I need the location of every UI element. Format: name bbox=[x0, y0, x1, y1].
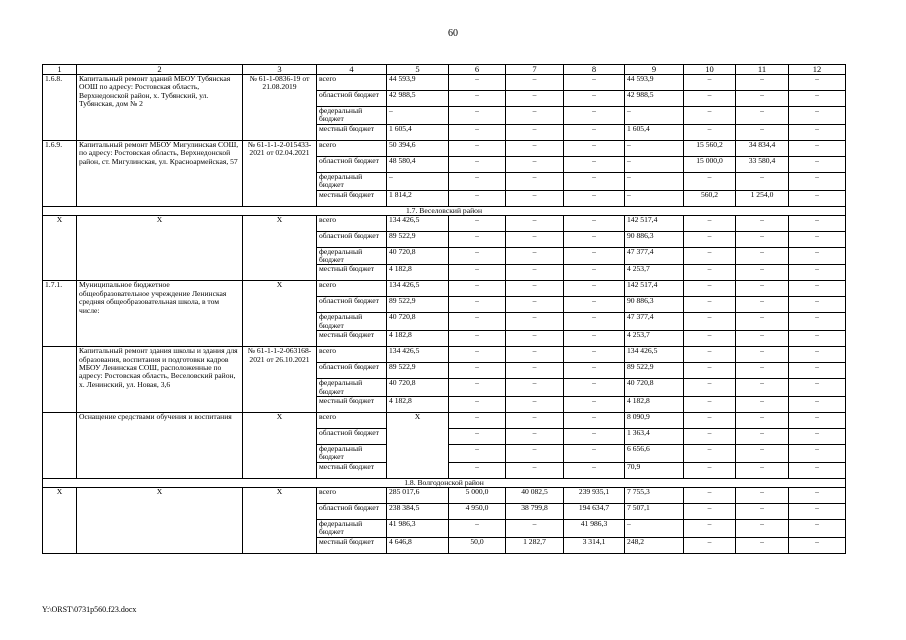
value-cell: – bbox=[449, 429, 506, 445]
table-row bbox=[43, 75, 846, 91]
value-cell: – bbox=[684, 215, 736, 231]
funding-source: областной бюджет bbox=[317, 429, 387, 445]
value-cell: – bbox=[506, 413, 564, 429]
value-cell: 3 314,1 bbox=[564, 537, 625, 553]
value-cell: 44 593,9 bbox=[387, 75, 449, 91]
value-cell: – bbox=[625, 107, 684, 125]
value-cell: 90 886,3 bbox=[625, 231, 684, 247]
value-cell: – bbox=[564, 156, 625, 172]
value-cell: – bbox=[449, 190, 506, 206]
funding-source: областной бюджет bbox=[317, 297, 387, 313]
value-cell: – bbox=[449, 413, 506, 429]
value-cell: 5 000,0 bbox=[449, 487, 506, 503]
column-header: 8 bbox=[564, 65, 625, 75]
value-cell: 1 605,4 bbox=[387, 124, 449, 140]
value-cell: – bbox=[564, 124, 625, 140]
value-cell: – bbox=[789, 429, 846, 445]
header-row bbox=[43, 65, 846, 75]
value-cell: 89 522,9 bbox=[387, 297, 449, 313]
funding-source: федеральный бюджет bbox=[317, 445, 387, 463]
value-cell: – bbox=[736, 487, 789, 503]
value-cell: – bbox=[789, 347, 846, 363]
value-cell: 4 182,8 bbox=[625, 397, 684, 413]
value-cell: – bbox=[789, 313, 846, 331]
value-cell: – bbox=[789, 124, 846, 140]
value-cell: – bbox=[564, 462, 625, 478]
value-cell: 4 182,8 bbox=[387, 397, 449, 413]
column-header: 6 bbox=[449, 65, 506, 75]
value-cell: – bbox=[684, 379, 736, 397]
funding-source: всего bbox=[317, 487, 387, 503]
value-cell: 50 394,6 bbox=[387, 140, 449, 156]
value-cell: – bbox=[449, 265, 506, 281]
funding-source: федеральный бюджет bbox=[317, 107, 387, 125]
value-cell: – bbox=[506, 91, 564, 107]
item-number: Х bbox=[43, 487, 77, 553]
value-cell: – bbox=[564, 363, 625, 379]
value-cell: 7 507,1 bbox=[625, 503, 684, 519]
value-cell: – bbox=[625, 519, 684, 537]
value-cell: – bbox=[789, 190, 846, 206]
table-row bbox=[43, 215, 846, 231]
value-cell: – bbox=[564, 265, 625, 281]
value-cell: – bbox=[684, 331, 736, 347]
value-cell: – bbox=[564, 91, 625, 107]
value-cell: 70,9 bbox=[625, 462, 684, 478]
value-cell: – bbox=[564, 347, 625, 363]
value-cell: – bbox=[625, 140, 684, 156]
value-cell: 4 253,7 bbox=[625, 331, 684, 347]
value-cell: – bbox=[736, 331, 789, 347]
value-cell: – bbox=[736, 347, 789, 363]
value-cell: – bbox=[684, 363, 736, 379]
item-name: Оснащение средствами обучения и воспитания bbox=[77, 413, 243, 479]
item-name: Капитальный ремонт зданий МБОУ Тубянская ООШ по адресу: Ростовская область, Верхнедонской район, х. Тубянский, ул. Тубянская, дом № 2 bbox=[77, 75, 243, 141]
value-cell: – bbox=[449, 445, 506, 463]
value-cell: 90 886,3 bbox=[625, 297, 684, 313]
value-cell: – bbox=[684, 397, 736, 413]
value-cell: – bbox=[736, 265, 789, 281]
value-cell: – bbox=[789, 445, 846, 463]
value-cell: 42 988,5 bbox=[387, 91, 449, 107]
value-cell: – bbox=[789, 503, 846, 519]
expertise-ref: Х bbox=[243, 281, 317, 347]
value-cell: – bbox=[625, 172, 684, 190]
value-cell: – bbox=[449, 156, 506, 172]
value-cell: 40 082,5 bbox=[506, 487, 564, 503]
value-cell: 194 634,7 bbox=[564, 503, 625, 519]
value-cell: – bbox=[736, 75, 789, 91]
value-cell: 4 646,8 bbox=[387, 537, 449, 553]
value-cell: 47 377,4 bbox=[625, 313, 684, 331]
value-cell: – bbox=[564, 140, 625, 156]
item-number: Х bbox=[43, 215, 77, 281]
value-cell: – bbox=[506, 156, 564, 172]
funding-source: областной бюджет bbox=[317, 156, 387, 172]
value-cell: 15 560,2 bbox=[684, 140, 736, 156]
value-cell: – bbox=[789, 379, 846, 397]
value-cell: 89 522,9 bbox=[387, 363, 449, 379]
value-cell: 50,0 bbox=[449, 537, 506, 553]
value-cell: – bbox=[684, 281, 736, 297]
value-cell: – bbox=[684, 91, 736, 107]
value-cell: – bbox=[789, 172, 846, 190]
value-cell: 47 377,4 bbox=[625, 247, 684, 265]
value-cell: – bbox=[789, 537, 846, 553]
value-cell: – bbox=[506, 247, 564, 265]
value-cell: – bbox=[449, 140, 506, 156]
funding-source: местный бюджет bbox=[317, 537, 387, 553]
value-cell: – bbox=[789, 107, 846, 125]
value-cell: – bbox=[449, 331, 506, 347]
value-cell: – bbox=[564, 231, 625, 247]
value-cell: – bbox=[789, 247, 846, 265]
value-cell: – bbox=[449, 363, 506, 379]
funding-source: всего bbox=[317, 347, 387, 363]
value-cell: 4 182,8 bbox=[387, 265, 449, 281]
value-cell: – bbox=[449, 107, 506, 125]
column-header: 10 bbox=[684, 65, 736, 75]
value-cell: 41 986,3 bbox=[564, 519, 625, 537]
funding-source: местный бюджет bbox=[317, 124, 387, 140]
value-cell: – bbox=[684, 503, 736, 519]
value-cell: – bbox=[506, 397, 564, 413]
value-cell: – bbox=[789, 413, 846, 429]
value-cell: – bbox=[736, 519, 789, 537]
column-header: 7 bbox=[506, 65, 564, 75]
column-header: 12 bbox=[789, 65, 846, 75]
value-cell: 40 720,8 bbox=[387, 247, 449, 265]
value-cell: – bbox=[736, 397, 789, 413]
item-name: Муниципальное бюджетное общеобразовательное учреждение Ленинская средняя общеобразовательная школа, в том числе: bbox=[77, 281, 243, 347]
value-cell: – bbox=[789, 140, 846, 156]
value-cell: 89 522,9 bbox=[387, 231, 449, 247]
column-header: 1 bbox=[43, 65, 77, 75]
funding-source: всего bbox=[317, 140, 387, 156]
value-cell: – bbox=[789, 215, 846, 231]
value-cell: – bbox=[684, 487, 736, 503]
table-row bbox=[43, 413, 846, 429]
value-cell: – bbox=[736, 107, 789, 125]
item-number bbox=[43, 347, 77, 413]
value-cell: 142 517,4 bbox=[625, 215, 684, 231]
funding-source: всего bbox=[317, 215, 387, 231]
value-cell: 89 522,9 bbox=[625, 363, 684, 379]
value-cell: – bbox=[506, 107, 564, 125]
value-cell: 134 426,5 bbox=[625, 347, 684, 363]
value-cell: 48 580,4 bbox=[387, 156, 449, 172]
value-cell: – bbox=[789, 231, 846, 247]
funding-source: всего bbox=[317, 75, 387, 91]
value-cell: 285 017,6 bbox=[387, 487, 449, 503]
value-cell: – bbox=[789, 156, 846, 172]
value-cell: – bbox=[736, 247, 789, 265]
funding-source: областной бюджет bbox=[317, 91, 387, 107]
value-cell: – bbox=[789, 363, 846, 379]
item-number: 1.6.9. bbox=[43, 140, 77, 206]
value-cell: – bbox=[684, 537, 736, 553]
value-cell: 248,2 bbox=[625, 537, 684, 553]
item-number: 1.7.1. bbox=[43, 281, 77, 347]
value-cell: – bbox=[449, 462, 506, 478]
value-cell: – bbox=[564, 429, 625, 445]
value-cell: – bbox=[449, 91, 506, 107]
value-cell: – bbox=[684, 172, 736, 190]
value-cell: – bbox=[684, 347, 736, 363]
value-cell: – bbox=[684, 75, 736, 91]
value-cell: – bbox=[564, 215, 625, 231]
value-cell: 44 593,9 bbox=[625, 75, 684, 91]
value-cell: – bbox=[684, 445, 736, 463]
value-cell: – bbox=[684, 462, 736, 478]
funding-source: федеральный бюджет bbox=[317, 247, 387, 265]
value-cell: – bbox=[736, 91, 789, 107]
value-cell: – bbox=[506, 215, 564, 231]
value-cell: – bbox=[789, 297, 846, 313]
value-cell: – bbox=[449, 124, 506, 140]
value-cell: – bbox=[506, 347, 564, 363]
value-cell: – bbox=[506, 519, 564, 537]
column-header: 9 bbox=[625, 65, 684, 75]
value-cell: Х bbox=[387, 413, 449, 479]
item-name: Х bbox=[77, 215, 243, 281]
value-cell: – bbox=[625, 190, 684, 206]
table-row bbox=[43, 140, 846, 156]
value-cell: – bbox=[736, 215, 789, 231]
value-cell: – bbox=[564, 75, 625, 91]
value-cell: – bbox=[684, 519, 736, 537]
value-cell: – bbox=[736, 281, 789, 297]
expertise-ref: Х bbox=[243, 413, 317, 479]
column-header: 4 bbox=[317, 65, 387, 75]
value-cell: – bbox=[506, 140, 564, 156]
value-cell: 1 605,4 bbox=[625, 124, 684, 140]
value-cell: 40 720,8 bbox=[387, 379, 449, 397]
item-number: 1.6.8. bbox=[43, 75, 77, 141]
value-cell: 40 720,8 bbox=[625, 379, 684, 397]
value-cell: – bbox=[449, 231, 506, 247]
value-cell: – bbox=[506, 331, 564, 347]
funding-source: областной бюджет bbox=[317, 503, 387, 519]
value-cell: 38 799,8 bbox=[506, 503, 564, 519]
value-cell: – bbox=[684, 124, 736, 140]
value-cell: – bbox=[564, 331, 625, 347]
value-cell: 41 986,3 bbox=[387, 519, 449, 537]
table-row bbox=[43, 281, 846, 297]
value-cell: – bbox=[506, 172, 564, 190]
value-cell: – bbox=[506, 379, 564, 397]
value-cell: – bbox=[449, 281, 506, 297]
value-cell: – bbox=[449, 172, 506, 190]
value-cell: 134 426,5 bbox=[387, 347, 449, 363]
value-cell: – bbox=[789, 462, 846, 478]
value-cell: – bbox=[506, 445, 564, 463]
value-cell: 238 384,5 bbox=[387, 503, 449, 519]
value-cell: – bbox=[506, 265, 564, 281]
value-cell: – bbox=[564, 397, 625, 413]
funding-source: федеральный бюджет bbox=[317, 519, 387, 537]
item-name: Капитальный ремонт МБОУ Мигулинская СОШ, по адресу: Ростовская область, Верхнедонской район, ст. Мигулинская, ул. Красноармейская, 57 bbox=[77, 140, 243, 206]
value-cell: – bbox=[736, 537, 789, 553]
table-row bbox=[43, 347, 846, 363]
value-cell: 7 755,3 bbox=[625, 487, 684, 503]
funding-source: федеральный бюджет bbox=[317, 379, 387, 397]
value-cell: 1 814,2 bbox=[387, 190, 449, 206]
funding-source: федеральный бюджет bbox=[317, 313, 387, 331]
value-cell: – bbox=[789, 91, 846, 107]
value-cell: – bbox=[449, 347, 506, 363]
column-header: 2 bbox=[77, 65, 243, 75]
value-cell: – bbox=[736, 172, 789, 190]
column-header: 11 bbox=[736, 65, 789, 75]
value-cell: – bbox=[736, 363, 789, 379]
value-cell: – bbox=[789, 487, 846, 503]
item-name: Капитальный ремонт здания школы и здания для образования, воспитания и подготовки кадров МБОУ Ленинская СОШ, расположенные по адресу: Ростовская область, Веселовский район, х. Ленинский, ул. Новая, 3,6 bbox=[77, 347, 243, 413]
value-cell: – bbox=[789, 281, 846, 297]
value-cell: – bbox=[449, 215, 506, 231]
funding-source: местный бюджет bbox=[317, 265, 387, 281]
value-cell: – bbox=[789, 265, 846, 281]
page-number: 60 bbox=[448, 28, 458, 39]
value-cell: – bbox=[449, 247, 506, 265]
value-cell: – bbox=[449, 313, 506, 331]
value-cell: – bbox=[684, 297, 736, 313]
value-cell: 239 935,1 bbox=[564, 487, 625, 503]
item-name: Х bbox=[77, 487, 243, 553]
value-cell: – bbox=[506, 124, 564, 140]
funding-source: местный бюджет bbox=[317, 397, 387, 413]
value-cell: 6 656,6 bbox=[625, 445, 684, 463]
value-cell: 1 282,7 bbox=[506, 537, 564, 553]
value-cell: – bbox=[564, 313, 625, 331]
file-path-footer: Y:\ORST\0731p560.f23.docx bbox=[42, 605, 137, 614]
value-cell: 34 834,4 bbox=[736, 140, 789, 156]
funding-source: местный бюджет bbox=[317, 462, 387, 478]
value-cell: – bbox=[506, 231, 564, 247]
table-row bbox=[43, 487, 846, 503]
section-title: 1.7. Веселовский район bbox=[43, 206, 846, 215]
section-row bbox=[43, 478, 846, 487]
value-cell: – bbox=[449, 397, 506, 413]
item-number bbox=[43, 413, 77, 479]
value-cell: 142 517,4 bbox=[625, 281, 684, 297]
value-cell: 1 363,4 bbox=[625, 429, 684, 445]
value-cell: – bbox=[684, 107, 736, 125]
value-cell: – bbox=[684, 265, 736, 281]
value-cell: – bbox=[564, 172, 625, 190]
value-cell: 8 090,9 bbox=[625, 413, 684, 429]
section-title: 1.8. Волгодонской район bbox=[43, 478, 846, 487]
expertise-ref: Х bbox=[243, 487, 317, 553]
value-cell: – bbox=[684, 429, 736, 445]
value-cell: – bbox=[789, 331, 846, 347]
value-cell: – bbox=[736, 231, 789, 247]
value-cell: – bbox=[684, 313, 736, 331]
value-cell: – bbox=[449, 297, 506, 313]
value-cell: – bbox=[564, 379, 625, 397]
value-cell: – bbox=[736, 445, 789, 463]
funding-source: местный бюджет bbox=[317, 331, 387, 347]
value-cell: – bbox=[506, 462, 564, 478]
value-cell: 33 580,4 bbox=[736, 156, 789, 172]
value-cell: – bbox=[449, 519, 506, 537]
funding-source: всего bbox=[317, 413, 387, 429]
value-cell: – bbox=[736, 297, 789, 313]
value-cell: 40 720,8 bbox=[387, 313, 449, 331]
value-cell: 134 426,5 bbox=[387, 281, 449, 297]
value-cell: – bbox=[387, 172, 449, 190]
value-cell: – bbox=[789, 75, 846, 91]
value-cell: – bbox=[736, 429, 789, 445]
budget-table bbox=[42, 64, 846, 554]
value-cell: – bbox=[564, 297, 625, 313]
value-cell: – bbox=[736, 413, 789, 429]
value-cell: – bbox=[506, 190, 564, 206]
column-header: 3 bbox=[243, 65, 317, 75]
value-cell: – bbox=[564, 445, 625, 463]
value-cell: – bbox=[736, 313, 789, 331]
value-cell: – bbox=[564, 107, 625, 125]
funding-source: областной бюджет bbox=[317, 363, 387, 379]
value-cell: – bbox=[449, 379, 506, 397]
value-cell: – bbox=[789, 519, 846, 537]
value-cell: 1 254,0 bbox=[736, 190, 789, 206]
value-cell: – bbox=[449, 75, 506, 91]
value-cell: – bbox=[684, 247, 736, 265]
value-cell: – bbox=[564, 281, 625, 297]
value-cell: – bbox=[506, 429, 564, 445]
value-cell: – bbox=[564, 247, 625, 265]
value-cell: – bbox=[684, 231, 736, 247]
value-cell: – bbox=[387, 107, 449, 125]
funding-source: федеральный бюджет bbox=[317, 172, 387, 190]
value-cell: – bbox=[736, 462, 789, 478]
expertise-ref: № 61-1-1-2-015433-2021 от 02.04.2021 bbox=[243, 140, 317, 206]
value-cell: – bbox=[736, 503, 789, 519]
value-cell: 15 000,0 bbox=[684, 156, 736, 172]
value-cell: 42 988,5 bbox=[625, 91, 684, 107]
value-cell: 4 950,0 bbox=[449, 503, 506, 519]
value-cell: – bbox=[564, 413, 625, 429]
value-cell: – bbox=[684, 413, 736, 429]
section-row bbox=[43, 206, 846, 215]
funding-source: местный бюджет bbox=[317, 190, 387, 206]
value-cell: – bbox=[564, 190, 625, 206]
expertise-ref: Х bbox=[243, 215, 317, 281]
column-header: 5 bbox=[387, 65, 449, 75]
value-cell: – bbox=[736, 124, 789, 140]
value-cell: – bbox=[789, 397, 846, 413]
value-cell: 4 253,7 bbox=[625, 265, 684, 281]
value-cell: 4 182,8 bbox=[387, 331, 449, 347]
funding-source: областной бюджет bbox=[317, 231, 387, 247]
value-cell: 134 426,5 bbox=[387, 215, 449, 231]
value-cell: – bbox=[625, 156, 684, 172]
value-cell: – bbox=[736, 379, 789, 397]
value-cell: – bbox=[506, 75, 564, 91]
value-cell: – bbox=[506, 281, 564, 297]
funding-source: всего bbox=[317, 281, 387, 297]
value-cell: – bbox=[506, 297, 564, 313]
expertise-ref: № 61-1-0836-19 от 21.08.2019 bbox=[243, 75, 317, 141]
expertise-ref: № 61-1-1-2-063168-2021 от 26.10.2021 bbox=[243, 347, 317, 413]
value-cell: – bbox=[506, 363, 564, 379]
value-cell: – bbox=[506, 313, 564, 331]
value-cell: 560,2 bbox=[684, 190, 736, 206]
